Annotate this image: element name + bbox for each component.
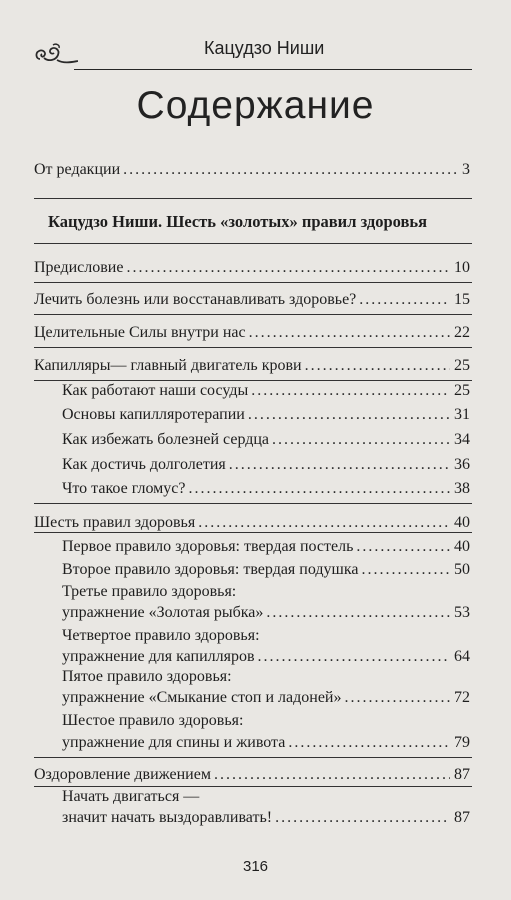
header-rule (74, 69, 472, 70)
toc-entry-page: 10 (454, 259, 470, 276)
dot-leader (123, 160, 458, 179)
toc-entry-page: 3 (462, 161, 470, 178)
dot-leader (275, 808, 450, 827)
dot-leader (272, 430, 450, 449)
toc-entry-label: Шесть правил здоровья (34, 514, 196, 531)
toc-entry-label: Как избежать болезней сердца (62, 431, 270, 448)
toc-entry (62, 688, 470, 707)
dot-leader (248, 405, 450, 424)
toc-entry-page: 40 (454, 538, 470, 555)
toc-entry-page: 72 (454, 689, 470, 706)
toc-entry (34, 765, 470, 784)
toc-entry-page: 31 (454, 406, 470, 423)
toc-entry-page: 25 (454, 382, 470, 399)
divider-rule (34, 347, 472, 348)
divider-rule (34, 198, 472, 199)
toc-entry (62, 808, 470, 827)
toc-entry-page: 38 (454, 480, 470, 497)
toc-entry-page: 34 (454, 431, 470, 448)
dot-leader (288, 733, 450, 752)
toc-entry-editorial (34, 160, 470, 179)
dot-leader (188, 479, 450, 498)
toc-entry-page: 22 (454, 324, 470, 341)
toc-entry-label-line1: Шестое правило здоровья: (62, 712, 244, 729)
section-heading: Кацудзо Ниши. Шесть «золотых» правил здоровья (48, 212, 428, 231)
toc-entry-page: 15 (454, 291, 470, 308)
dot-leader (305, 356, 450, 375)
toc-entry-label-line1: Пятое правило здоровья: (62, 668, 232, 685)
dot-leader (258, 647, 450, 666)
toc-entry (62, 381, 470, 400)
toc-entry (62, 455, 470, 474)
toc-entry-label: Второе правило здоровья: твердая подушка (62, 561, 359, 578)
toc-entry-label: упражнение «Смыкание стоп и ладоней» (62, 689, 342, 706)
toc-entry-page: 64 (454, 648, 470, 665)
toc-entry-label: Что такое гломус? (62, 480, 186, 497)
dot-leader (229, 455, 450, 474)
toc-entry-label-line1: Начать двигаться — (62, 788, 200, 805)
toc-entry-page: 87 (454, 809, 470, 826)
divider-rule (34, 282, 472, 283)
toc-entry-label-line1: Четвертое правило здоровья: (62, 627, 260, 644)
toc-entry-label: Капилляры— главный двигатель крови (34, 357, 302, 374)
toc-entry-label: Целительные Силы внутри нас (34, 324, 246, 341)
dot-leader (251, 381, 450, 400)
divider-rule (34, 757, 472, 758)
toc-entry (62, 733, 470, 752)
toc-entry-label: упражнение «Золотая рыбка» (62, 604, 264, 621)
ornament-icon (34, 40, 78, 66)
divider-rule (34, 532, 472, 533)
toc-entry-page: 79 (454, 734, 470, 751)
divider-rule (34, 314, 472, 315)
running-header (34, 36, 472, 76)
toc-entry (34, 258, 470, 277)
toc-entry (34, 513, 470, 532)
toc-entry-page: 50 (454, 561, 470, 578)
divider-rule (34, 243, 472, 244)
toc-entry-label: Как работают наши сосуды (62, 382, 249, 399)
toc-entry-label: Как достичь долголетия (62, 456, 226, 473)
dot-leader (359, 290, 450, 309)
toc-entry (62, 405, 470, 424)
toc-entry (62, 647, 470, 666)
toc-entry-page: 87 (454, 766, 470, 783)
toc-entry (62, 560, 470, 579)
toc-entry (34, 356, 470, 375)
toc-entry-label: значит начать выздоравливать! (62, 809, 273, 826)
dot-leader (361, 560, 450, 579)
dot-leader (126, 258, 450, 277)
toc-entry-label-line1: Третье правило здоровья: (62, 583, 237, 600)
dot-leader (356, 537, 450, 556)
dot-leader (249, 323, 450, 342)
toc-entry-page: 36 (454, 456, 470, 473)
dot-leader (344, 688, 450, 707)
toc-entry (34, 323, 470, 342)
toc-entry-label: упражнение для капилляров (62, 648, 255, 665)
toc-entry-label: Первое правило здоровья: твердая постель (62, 538, 354, 555)
toc-entry-page: 40 (454, 514, 470, 531)
toc-entry (62, 479, 470, 498)
toc-entry-label: Оздоровление движением (34, 766, 211, 783)
toc-entry-page: 25 (454, 357, 470, 374)
toc-entry-label: Основы капилляротерапии (62, 406, 245, 423)
page-title: Содержание (136, 84, 375, 127)
toc-entry-page: 53 (454, 604, 470, 621)
page-number: 316 (242, 858, 269, 875)
dot-leader (266, 603, 450, 622)
toc-entry-label: упражнение для спины и живота (62, 734, 286, 751)
toc-entry (34, 290, 470, 309)
toc-entry-label: От редакции (34, 161, 121, 178)
divider-rule (34, 503, 472, 504)
toc-entry-label: Лечить болезнь или восстанавливать здоровье? (34, 291, 357, 308)
toc-entry (62, 430, 470, 449)
toc-entry-label: Предисловие (34, 259, 124, 276)
header-author: Кацудзо Ниши (204, 38, 325, 58)
dot-leader (198, 513, 450, 532)
dot-leader (214, 765, 450, 784)
toc-entry (62, 537, 470, 556)
toc-entry (62, 603, 470, 622)
